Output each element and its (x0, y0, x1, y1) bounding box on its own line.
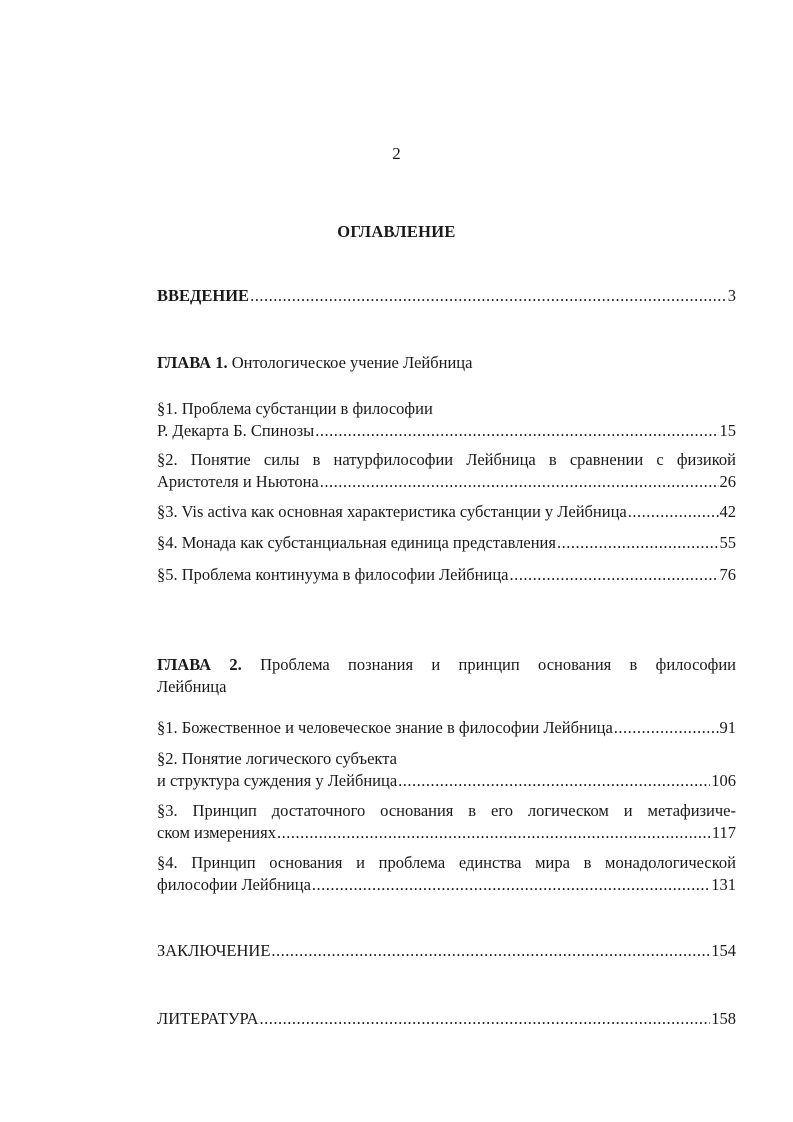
leader-dots (277, 822, 711, 844)
ch2-s2-line1: §2. Понятие логического субъекта (157, 749, 397, 768)
leader-dots (250, 285, 727, 307)
introduction-label: ВВЕДЕНИЕ (157, 286, 250, 305)
ch2-s3-line2: ском измерениях (157, 823, 276, 842)
toc-entry-ch2-s3[interactable] (157, 800, 736, 846)
ch2-s3-page: 117 (711, 823, 736, 842)
toc-entry-ch2-s4[interactable] (157, 852, 736, 898)
chapter2-prefix: ГЛАВА 2. (157, 655, 242, 674)
toc-entry-ch1-s3[interactable] (157, 501, 736, 525)
ch1-s2-page: 26 (719, 472, 736, 491)
toc-entry-ch2-s1[interactable] (157, 717, 736, 741)
literature-label: ЛИТЕРАТУРА (157, 1009, 259, 1028)
leader-dots (312, 874, 710, 896)
ch2-s1-page: 91 (719, 718, 736, 737)
ch1-s3-page: 42 (719, 502, 736, 521)
toc-entry-ch1-s5[interactable] (157, 564, 736, 588)
leader-dots (398, 770, 710, 792)
literature-page: 158 (711, 1009, 736, 1028)
chapter1-heading (157, 352, 736, 374)
ch2-s4-page: 131 (711, 875, 736, 894)
toc-entry-introduction[interactable] (157, 285, 736, 309)
ch2-s3-line1: §3. Принцип достаточного основания в его логическом и метафизиче- (157, 801, 736, 820)
chapter2-title-line1: Проблема познания и принцип основания в философии (260, 655, 736, 674)
toc-entry-ch1-s2[interactable] (157, 449, 736, 495)
ch2-s2-page: 106 (711, 771, 736, 790)
page-number: 2 (392, 144, 401, 163)
toc-entry-literature[interactable] (157, 1008, 736, 1032)
ch1-s1-line1: §1. Проблема субстанции в философии (157, 399, 433, 418)
ch1-s3-label: §3. Vis activa как основная характеристика субстанции у Лейбница (157, 502, 627, 521)
chapter1-title: Онтологическое учение Лейбница (231, 353, 473, 372)
ch1-s5-label: §5. Проблема континуума в философии Лейбница (157, 565, 509, 584)
ch1-s1-page: 15 (719, 421, 736, 440)
ch2-s2-line2: и структура суждения у Лейбница (157, 771, 398, 790)
ch1-s4-page: 55 (719, 533, 736, 552)
leader-dots (320, 471, 719, 493)
introduction-page: 3 (727, 286, 736, 305)
leader-dots (315, 420, 718, 442)
leader-dots (510, 564, 719, 586)
leader-dots (260, 1008, 711, 1030)
leader-dots (614, 717, 719, 739)
leader-dots (271, 940, 710, 962)
toc-entry-ch2-s2[interactable] (157, 748, 736, 794)
ch2-s4-line2: философии Лейбница (157, 875, 311, 894)
conclusion-page: 154 (711, 941, 736, 960)
leader-dots (557, 532, 719, 554)
conclusion-label: ЗАКЛЮЧЕНИЕ (157, 941, 271, 960)
toc-entry-ch1-s1[interactable] (157, 398, 736, 444)
chapter2-title-line2: Лейбница (157, 677, 227, 696)
toc-title: ОГЛАВЛЕНИЕ (337, 222, 456, 241)
ch1-s2-line2: Аристотеля и Ньютона (157, 472, 319, 491)
chapter2-heading (157, 654, 736, 698)
ch2-s1-label: §1. Божественное и человеческое знание в философии Лейбница (157, 718, 613, 737)
ch2-s4-line1: §4. Принцип основания и проблема единства мира в монадологической (157, 853, 736, 872)
toc-entry-conclusion[interactable] (157, 940, 736, 964)
toc-entry-ch1-s4[interactable] (157, 532, 736, 556)
ch1-s2-line1: §2. Понятие силы в натурфилософии Лейбница в сравнении с физикой (157, 450, 736, 469)
ch1-s5-page: 76 (719, 565, 736, 584)
leader-dots (628, 501, 719, 523)
ch1-s4-label: §4. Монада как субстанциальная единица представления (157, 533, 556, 552)
chapter1-prefix: ГЛАВА 1. (157, 353, 228, 372)
ch1-s1-line2: Р. Декарта Б. Спинозы (157, 421, 315, 440)
